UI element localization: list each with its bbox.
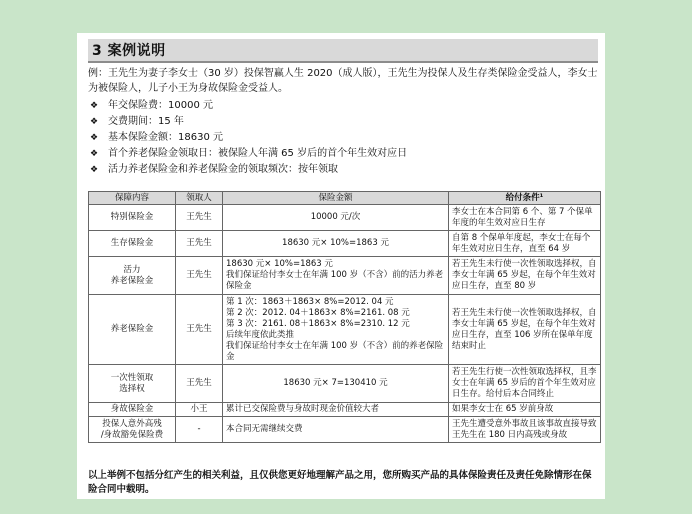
cell-condition: 若王先生未行使一次性领取选择权，自李女士年满 65 岁起，在每个年生效对应日生存，直至 106 岁所在保单年度结束时止 xyxy=(449,295,601,365)
cell-amount: 本合同无需继续交费 xyxy=(223,417,449,443)
benefit-table xyxy=(88,191,601,443)
header-condition: 给付条件¹ xyxy=(449,192,601,205)
cell-coverage: 生存保险金 xyxy=(89,231,176,257)
cell-recipient: 王先生 xyxy=(176,295,223,365)
table-row xyxy=(89,231,601,257)
cell-coverage: 活力 养老保险金 xyxy=(89,257,176,295)
table-row xyxy=(89,403,601,417)
cell-condition: 若王先生未行使一次性领取选择权，自李女士年满 65 岁起，在每个年生效对应日生存，直至 80 岁 xyxy=(449,257,601,295)
table-header-row xyxy=(89,192,601,205)
cell-recipient: 王先生 xyxy=(176,231,223,257)
table-row xyxy=(89,365,601,403)
diamond-bullet-icon: ❖ xyxy=(90,133,99,143)
header-amount: 保险金额 xyxy=(223,192,449,205)
cell-condition: 若王先生行使一次性领取选择权，且李女士在年满 65 岁后的首个年生效对应日生存。给付后本合同终止 xyxy=(449,365,601,403)
diamond-bullet-icon: ❖ xyxy=(90,165,99,175)
table-row xyxy=(89,205,601,231)
header-recipient: 领取人 xyxy=(176,192,223,205)
diamond-bullet-icon: ❖ xyxy=(90,117,99,127)
cell-condition: 如果李女士在 65 岁前身故 xyxy=(449,403,601,417)
cell-amount: 18630 元× 7=130410 元 xyxy=(223,365,449,403)
cell-recipient: - xyxy=(176,417,223,443)
footnote: 以上举例不包括分红产生的相关利益，且仅供您更好地理解产品之用，您所购买产品的具体保险责任及责任免除情形在保险合同中载明。 xyxy=(88,470,592,495)
section-title: 3 案例说明 xyxy=(92,43,166,59)
cell-amount: 第 1 次：1863＋1863× 8%=2012. 04 元 第 2 次：2012. 04＋1863× 8%=2161. 08 元 第 3 次：2161. 08＋1863× 8%=2310. 12 元 后续年度依此类推 我们保证给付李女士在年满 100 岁（不含）前的养老保险金 xyxy=(223,295,449,365)
intro-paragraph: 例：王先生为妻子李女士（30 岁）投保智赢人生 2020（成人版），王先生为投保人及生存类保险金受益人，李女士为被保险人，儿子小王为身故保险金受益人。 xyxy=(88,68,598,94)
header-coverage: 保障内容 xyxy=(89,192,176,205)
bullet-item: ❖ 基本保险金额：18630 元 xyxy=(88,130,600,146)
section-header xyxy=(88,39,598,63)
cell-coverage: 投保人意外高残 /身故豁免保险费 xyxy=(89,417,176,443)
cell-recipient: 王先生 xyxy=(176,205,223,231)
cell-amount: 18630 元× 10%=1863 元 xyxy=(223,231,449,257)
cell-amount: 10000 元/次 xyxy=(223,205,449,231)
cell-coverage: 一次性领取 选择权 xyxy=(89,365,176,403)
bullet-item: ❖ 首个养老保险金领取日：被保险人年满 65 岁后的首个年生效对应日 xyxy=(88,146,600,162)
cell-coverage: 特别保险金 xyxy=(89,205,176,231)
cell-recipient: 王先生 xyxy=(176,365,223,403)
cell-amount: 18630 元× 10%=1863 元 我们保证给付李女士在年满 100 岁（不含）前的活力养老保险金 xyxy=(223,257,449,295)
bullet-item: ❖ 交费期间：15 年 xyxy=(88,114,600,130)
cell-coverage: 身故保险金 xyxy=(89,403,176,417)
document-page xyxy=(77,33,605,499)
cell-recipient: 小王 xyxy=(176,403,223,417)
cell-condition: 王先生遭受意外事故且该事故直接导致王先生在 180 日内高残或身故 xyxy=(449,417,601,443)
table-row xyxy=(89,417,601,443)
diamond-bullet-icon: ❖ xyxy=(90,101,99,111)
bullet-item: ❖ 活力养老保险金和养老保险金的领取频次：按年领取 xyxy=(88,162,600,178)
diamond-bullet-icon: ❖ xyxy=(90,149,99,159)
cell-amount: 累计已交保险费与身故时现金价值较大者 xyxy=(223,403,449,417)
cell-condition: 自第 8 个保单年度起，李女士在每个年生效对应日生存，直至 64 岁 xyxy=(449,231,601,257)
cell-condition: 李女士在本合同第 6 个、第 7 个保单年度的年生效对应日生存 xyxy=(449,205,601,231)
cell-coverage: 养老保险金 xyxy=(89,295,176,365)
cell-recipient: 王先生 xyxy=(176,257,223,295)
bullet-list xyxy=(88,98,600,178)
bullet-item: ❖ 年交保险费：10000 元 xyxy=(88,98,600,114)
table-row xyxy=(89,295,601,365)
table-row xyxy=(89,257,601,295)
